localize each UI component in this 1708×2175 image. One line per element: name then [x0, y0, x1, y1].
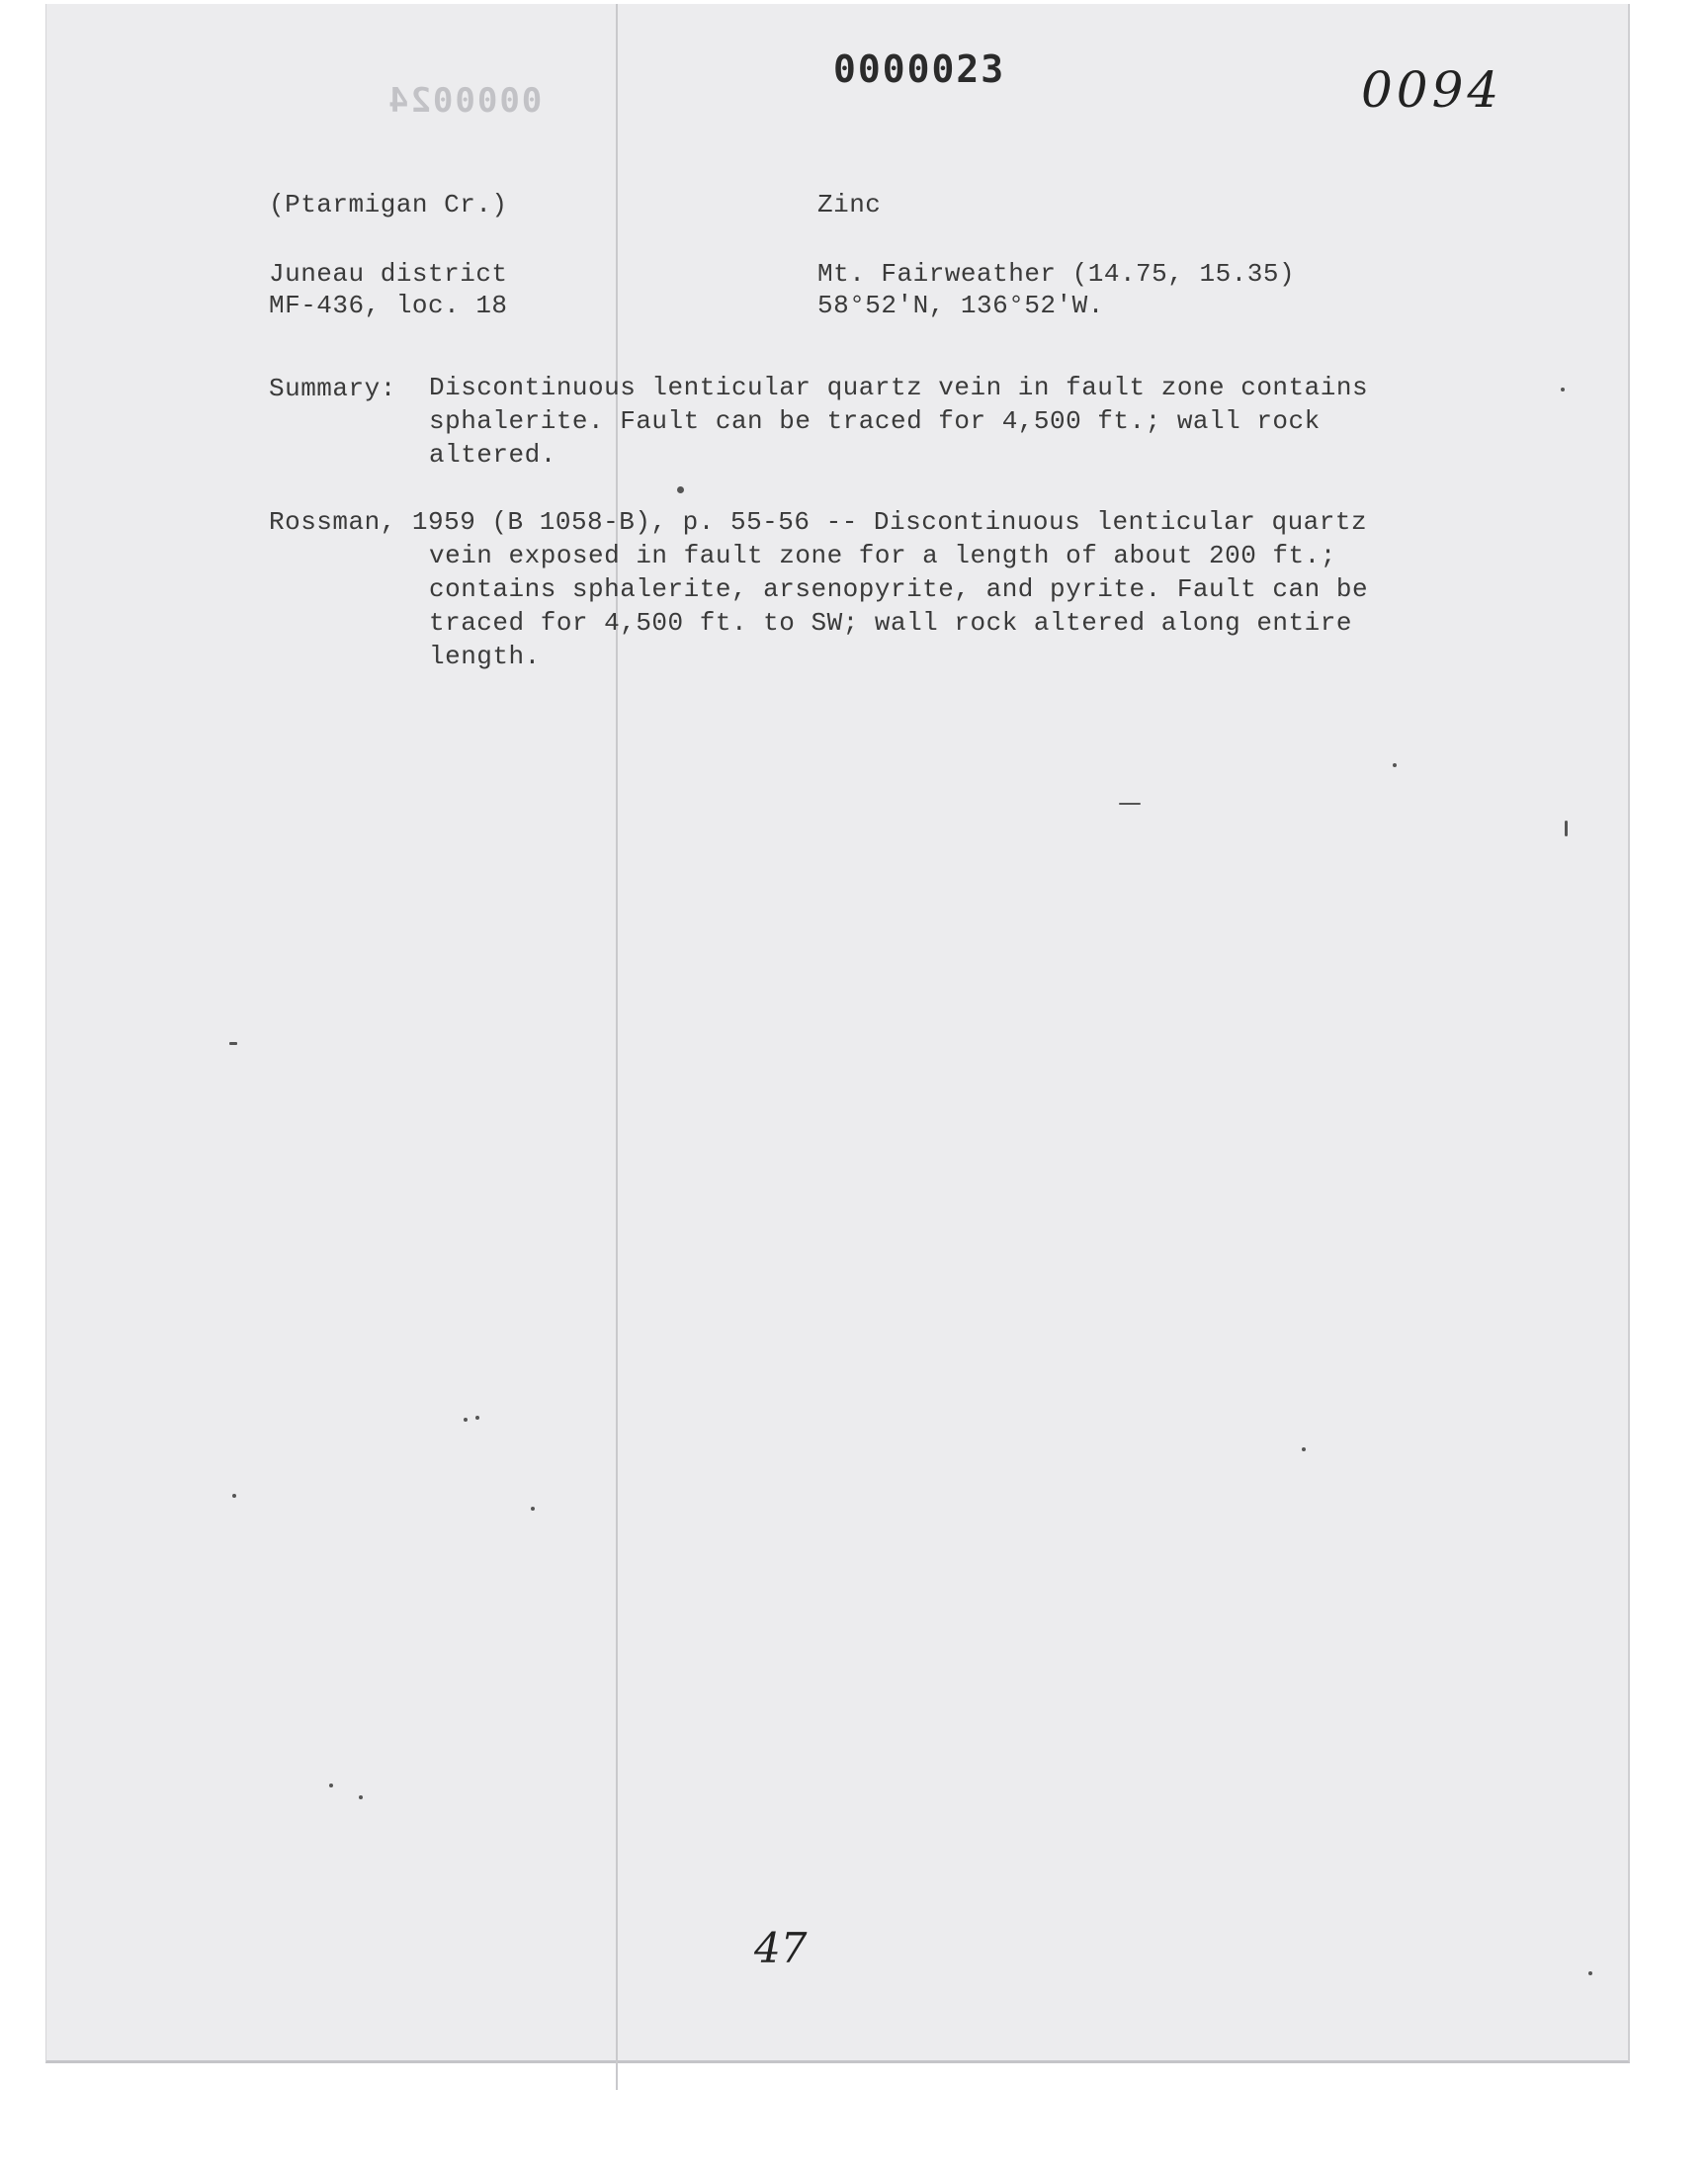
record-number-stamp: 0000023: [833, 47, 1006, 91]
scan-speck: [229, 1042, 237, 1045]
handwritten-page-number: 0094: [1361, 61, 1503, 119]
locality-name: (Ptarmigan Cr.): [269, 190, 508, 219]
scan-speck: [232, 1494, 236, 1498]
scan-speck: [464, 1418, 468, 1422]
binding-fold-line: [616, 4, 618, 2090]
coordinates: 58°52'N, 136°52'W.: [817, 291, 1104, 320]
reference-entry: [269, 505, 1406, 673]
scan-speck: [1302, 1447, 1306, 1451]
reference-citation: Rossman, 1959 (B 1058-B), p. 55-56 --: [269, 507, 858, 537]
quadrangle: Mt. Fairweather (14.75, 15.35): [817, 259, 1296, 289]
document-page: [45, 4, 1630, 2063]
scan-speck: [1393, 763, 1397, 767]
summary-text: Discontinuous lenticular quartz vein in fault zone contains sphalerite. Fault can be traced for 4,500 ft.; wall rock altered.: [429, 373, 1369, 470]
reference-text: Discontinuous lenticular quartz vein exposed in fault zone for a length of about 200 ft.; contains sphalerite, arsenopyrite, and pyrite. Fault can be traced for 4,500 ft. to SW; wall rock altered along entire length.: [429, 507, 1369, 671]
scan-speck: [1565, 821, 1568, 836]
scan-speck: [1119, 803, 1141, 805]
map-location: MF-436, loc. 18: [269, 291, 508, 320]
scan-speck: [531, 1507, 535, 1511]
scan-speck: [329, 1784, 333, 1787]
scan-speck: [1588, 1971, 1592, 1975]
district-name: Juneau district: [269, 259, 508, 289]
bleed-through-stamp: 0000024: [386, 81, 543, 121]
handwritten-sheet-number: 47: [754, 1924, 808, 1972]
summary-label: Summary:: [269, 374, 396, 403]
scan-speck: [677, 486, 684, 493]
scan-speck: [475, 1416, 479, 1420]
commodity: Zinc: [817, 190, 882, 219]
scan-speck: [359, 1795, 363, 1799]
scan-speck: [1561, 388, 1565, 392]
